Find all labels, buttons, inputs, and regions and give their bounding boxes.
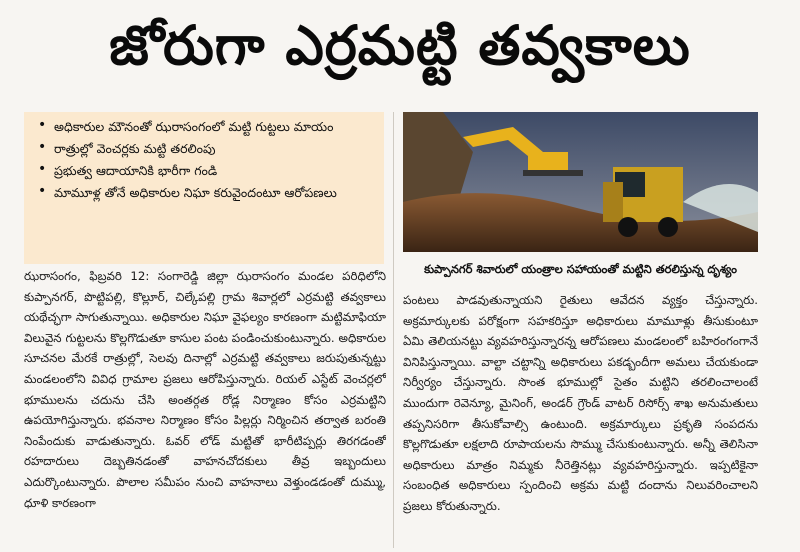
summary-point: • మామూళ్ల తోనే అధికారుల నిఘా కరువైందంటూ ఆరోపణలు [32, 184, 374, 201]
summary-box [24, 112, 384, 264]
excavation-photo [403, 112, 758, 252]
article-body-column-2: పంటలు పాడవుతున్నాయని రైతులు ఆవేదన వ్యక్తం చేస్తున్నారు. అక్రమార్కులకు పరోక్షంగా సహకరిస్తూ అధికారులు మామూళ్లు తీసుకుంటూ ఏమి తెలియనట్టు వ్యవహరిస్తున్నారన్న ఆరోపణలు మండలంలో బహిరంగంగానే వినిపిస్తున్నాయి. వాల్టా చట్టాన్ని అధికారులు పకడ్బందీగా అమలు చేయకుండా నిర్వీర్యం చేస్తున్నారు. సొంత భూముల్లో సైతం మట్టిని తరలించాలంటే ముందుగా రెవెన్యూ, మైనింగ్, అండర్ గ్రౌండ్ వాటర్ రిసోర్స్ శాఖ అనుమతులు తప్పనిసరిగా తీసుకోవాల్సి ఉంటుంది. అక్రమార్కులు ప్రకృతి సంపదను కొల్లగొడుతూ లక్షలాది రూపాయలను సొమ్ము చేసుకుంటున్నారు. అన్నీ తెలిసినా అధికారులు మాత్రం నిమ్మకు నీరెత్తినట్లు వ్యవహరిస్తున్నారు. ఇప్పటికైనా సంబంధిత అధికారులు స్పందించి అక్రమ మట్టి దందాను నిలువరించాలని ప్రజలు కోరుతున్నారు. [403, 293, 758, 513]
summary-point: • ప్రభుత్వ ఆదాయానికి భారీగా గండి [32, 162, 374, 179]
excavation-photo-illustration [403, 112, 758, 252]
photo-caption: కుప్పానగర్ శివారులో యంత్రాల సహాయంతో మట్టిని తరలిస్తున్న దృశ్యం [424, 262, 737, 276]
headline: జోరుగా ఎర్రమట్టి తవ్వకాలు [109, 13, 691, 77]
summary-point: • రాత్రుల్లో వెంచర్లకు మట్టి తరలింపు [32, 140, 374, 157]
summary-list [32, 118, 374, 201]
summary-point: • అధికారుల మౌనంతో ఝరాసంగంలో మట్టి గుట్టలు మాయం [32, 118, 374, 135]
column-divider [393, 112, 394, 548]
article-body-column-1: ఝరాసంగం, ఫిబ్రవరి 12: సంగారెడ్డి జిల్లా ఝరాసంగం మండల పరిధిలోని కుప్పానగర్, పొట్టిపల్లి, కొల్లూర్, చిల్కేపల్లి గ్రామ శివార్లలో ఎర్రమట్టి తవ్వకాలు యథేచ్ఛగా సాగుతున్నాయి. అధికారుల నిఘా వైఫల్యం కారణంగా మట్టిమాఫియా విలువైన గుట్టలను కొల్లగొడుతూ కాసుల పంట పండించుకుంటున్నారు. అధికారుల సూచనల మేరకే రాత్రుల్లో, సెలవు దినాల్లో ఎర్రమట్టి తవ్వకాలు జరుపుతున్నట్టు మండలంలోని వివిధ గ్రామాల ప్రజలు ఆరోపిస్తున్నారు. రియల్ ఎస్టేట్ వెంచర్లలో భూములను చదును చేసి అంతర్గత రోడ్ల నిర్మాణం కోసం ఎర్రమట్టిని ఉపయోగిస్తున్నారు. భవనాల నిర్మాణం కోసం పిల్లర్లు నిర్మించిన తర్వాత బరంతి నింపేందుకు వాడుతున్నారు. ఓవర్ లోడ్ మట్టితో భారీటిప్పర్లు తిరగడంతో రహదారులు దెబ్బతినడంతో వాహనచోదకులు తీవ్ర ఇబ్బందులు ఎదుర్కొంటున్నారు. పొలాల సమీపం నుంచి వాహనాలు వెళ్తుండడంతో దుమ్ము, ధూళి కారణంగా [24, 269, 386, 510]
